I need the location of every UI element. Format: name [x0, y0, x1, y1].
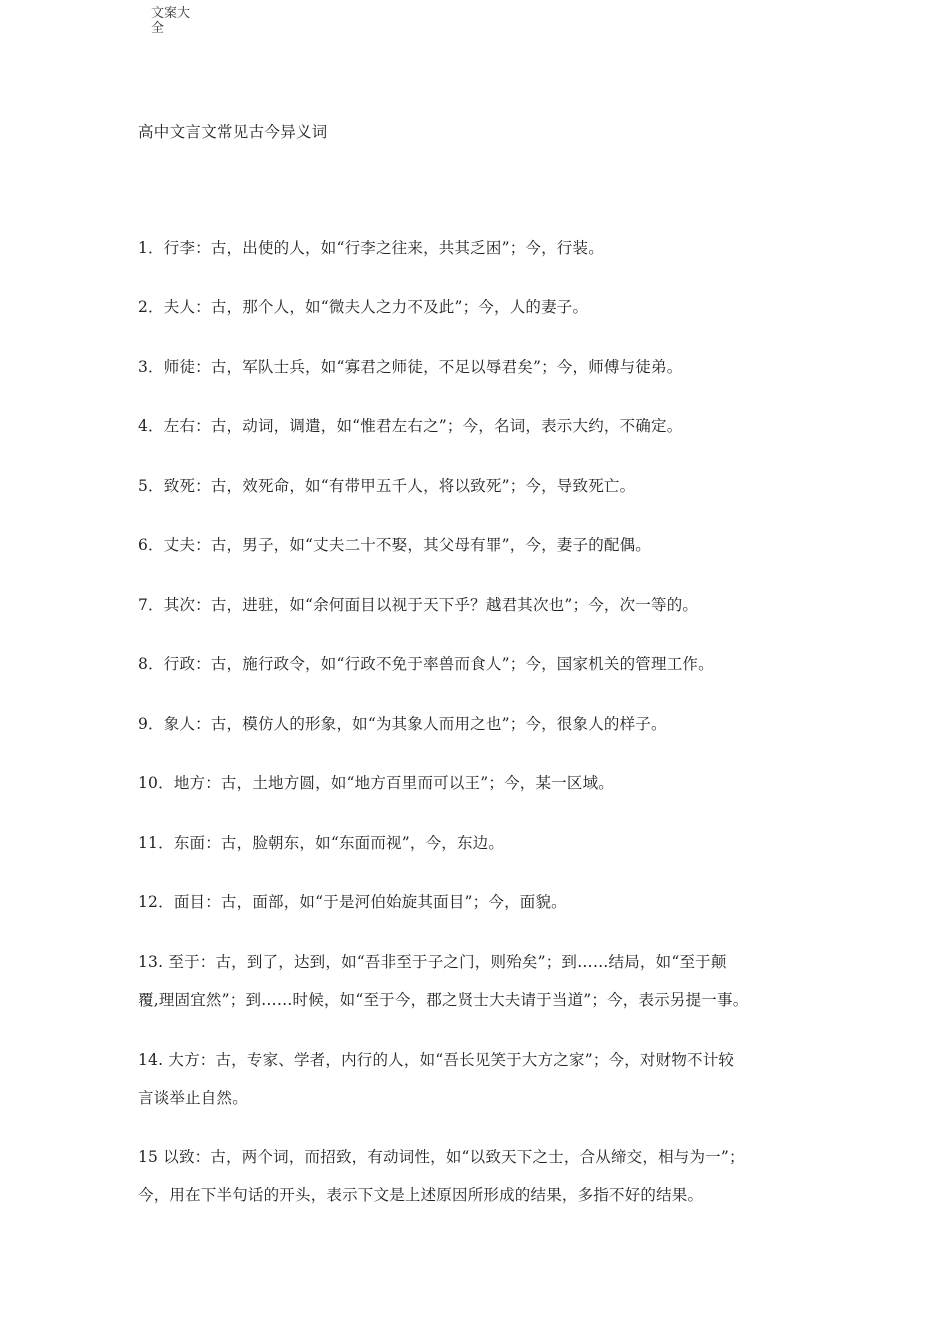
entry-line: 2．夫人：古，那个人，如“微夫人之力不及此”；今，人的妻子。 [138, 298, 589, 316]
entry-2 [138, 297, 838, 317]
entry-line: 言谈举止自然。 [138, 1089, 248, 1107]
entry-line: 6．丈夫：古，男子，如“丈夫二十不娶，其父母有罪”，今，妻子的配偶。 [138, 536, 652, 554]
entry-line: 1．行李：古，出使的人，如“行李之往来，共其乏困”；今，行装。 [138, 239, 604, 257]
entry-12 [138, 892, 838, 912]
document-title: 高中文言文常见古今异义词 [138, 123, 328, 141]
entry-line: 11．东面：古，脸朝东，如“东面而视”，今，东边。 [138, 834, 505, 852]
entry-line: 覆,理固宜然”；到……时候，如“至于今，郡之贤士大夫请于当道”；今，表示另提一事。 [138, 991, 749, 1009]
entry-6 [138, 535, 838, 555]
entry-line: 3．师徒：古，军队士兵，如“寡君之师徒，不足以辱君矣”；今，师傅与徒弟。 [138, 358, 683, 376]
entry-line: 今，用在下半句话的开头，表示下文是上述原因所形成的结果，多指不好的结果。 [138, 1186, 704, 1204]
entry-3 [138, 357, 838, 377]
entry-11 [138, 833, 838, 853]
entry-line: 9．象人：古，模仿人的形象，如“为其象人而用之也”；今，很象人的样子。 [138, 715, 667, 733]
entry-14 [138, 1050, 838, 1108]
entry-line: 13. 至于：古，到了，达到，如“吾非至于子之门，则殆矣”；到……结局，如“至于颠 [138, 953, 727, 971]
header-tag: 文案大全 [151, 6, 191, 36]
entry-line: 12．面目：古，面部，如“于是河伯始旋其面目”；今，面貌。 [138, 893, 567, 911]
entry-15 [138, 1147, 838, 1205]
entry-10 [138, 773, 838, 793]
entry-9 [138, 714, 838, 734]
entry-8 [138, 654, 838, 674]
entry-line: 14. 大方：古，专家、学者，内行的人，如“吾长见笑于大方之家”；今，对财物不计较 [138, 1051, 735, 1069]
entry-4 [138, 416, 838, 436]
entry-line: 10．地方：古，土地方圆，如“地方百里而可以王”；今，某一区域。 [138, 774, 614, 792]
entry-line: 7．其次：古，进驻，如“余何面目以视于天下乎？越君其次也”；今，次一等的。 [138, 596, 699, 614]
entry-line: 5．致死：古，效死命，如“有带甲五千人，将以致死”；今，导致死亡。 [138, 477, 636, 495]
entry-line: 8．行政：古，施行政令，如“行政不免于率兽而食人”；今，国家机关的管理工作。 [138, 655, 714, 673]
entry-line: 4．左右：古，动词，调遣，如“惟君左右之”；今，名词，表示大约，不确定。 [138, 417, 683, 435]
entry-1 [138, 238, 838, 258]
entry-13 [138, 952, 838, 1010]
entry-line: 15 以致：古，两个词，而招致，有动词性，如“以致天下之士，合从缔交，相与为一”； [138, 1148, 745, 1166]
entry-7 [138, 595, 838, 615]
entry-5 [138, 476, 838, 496]
